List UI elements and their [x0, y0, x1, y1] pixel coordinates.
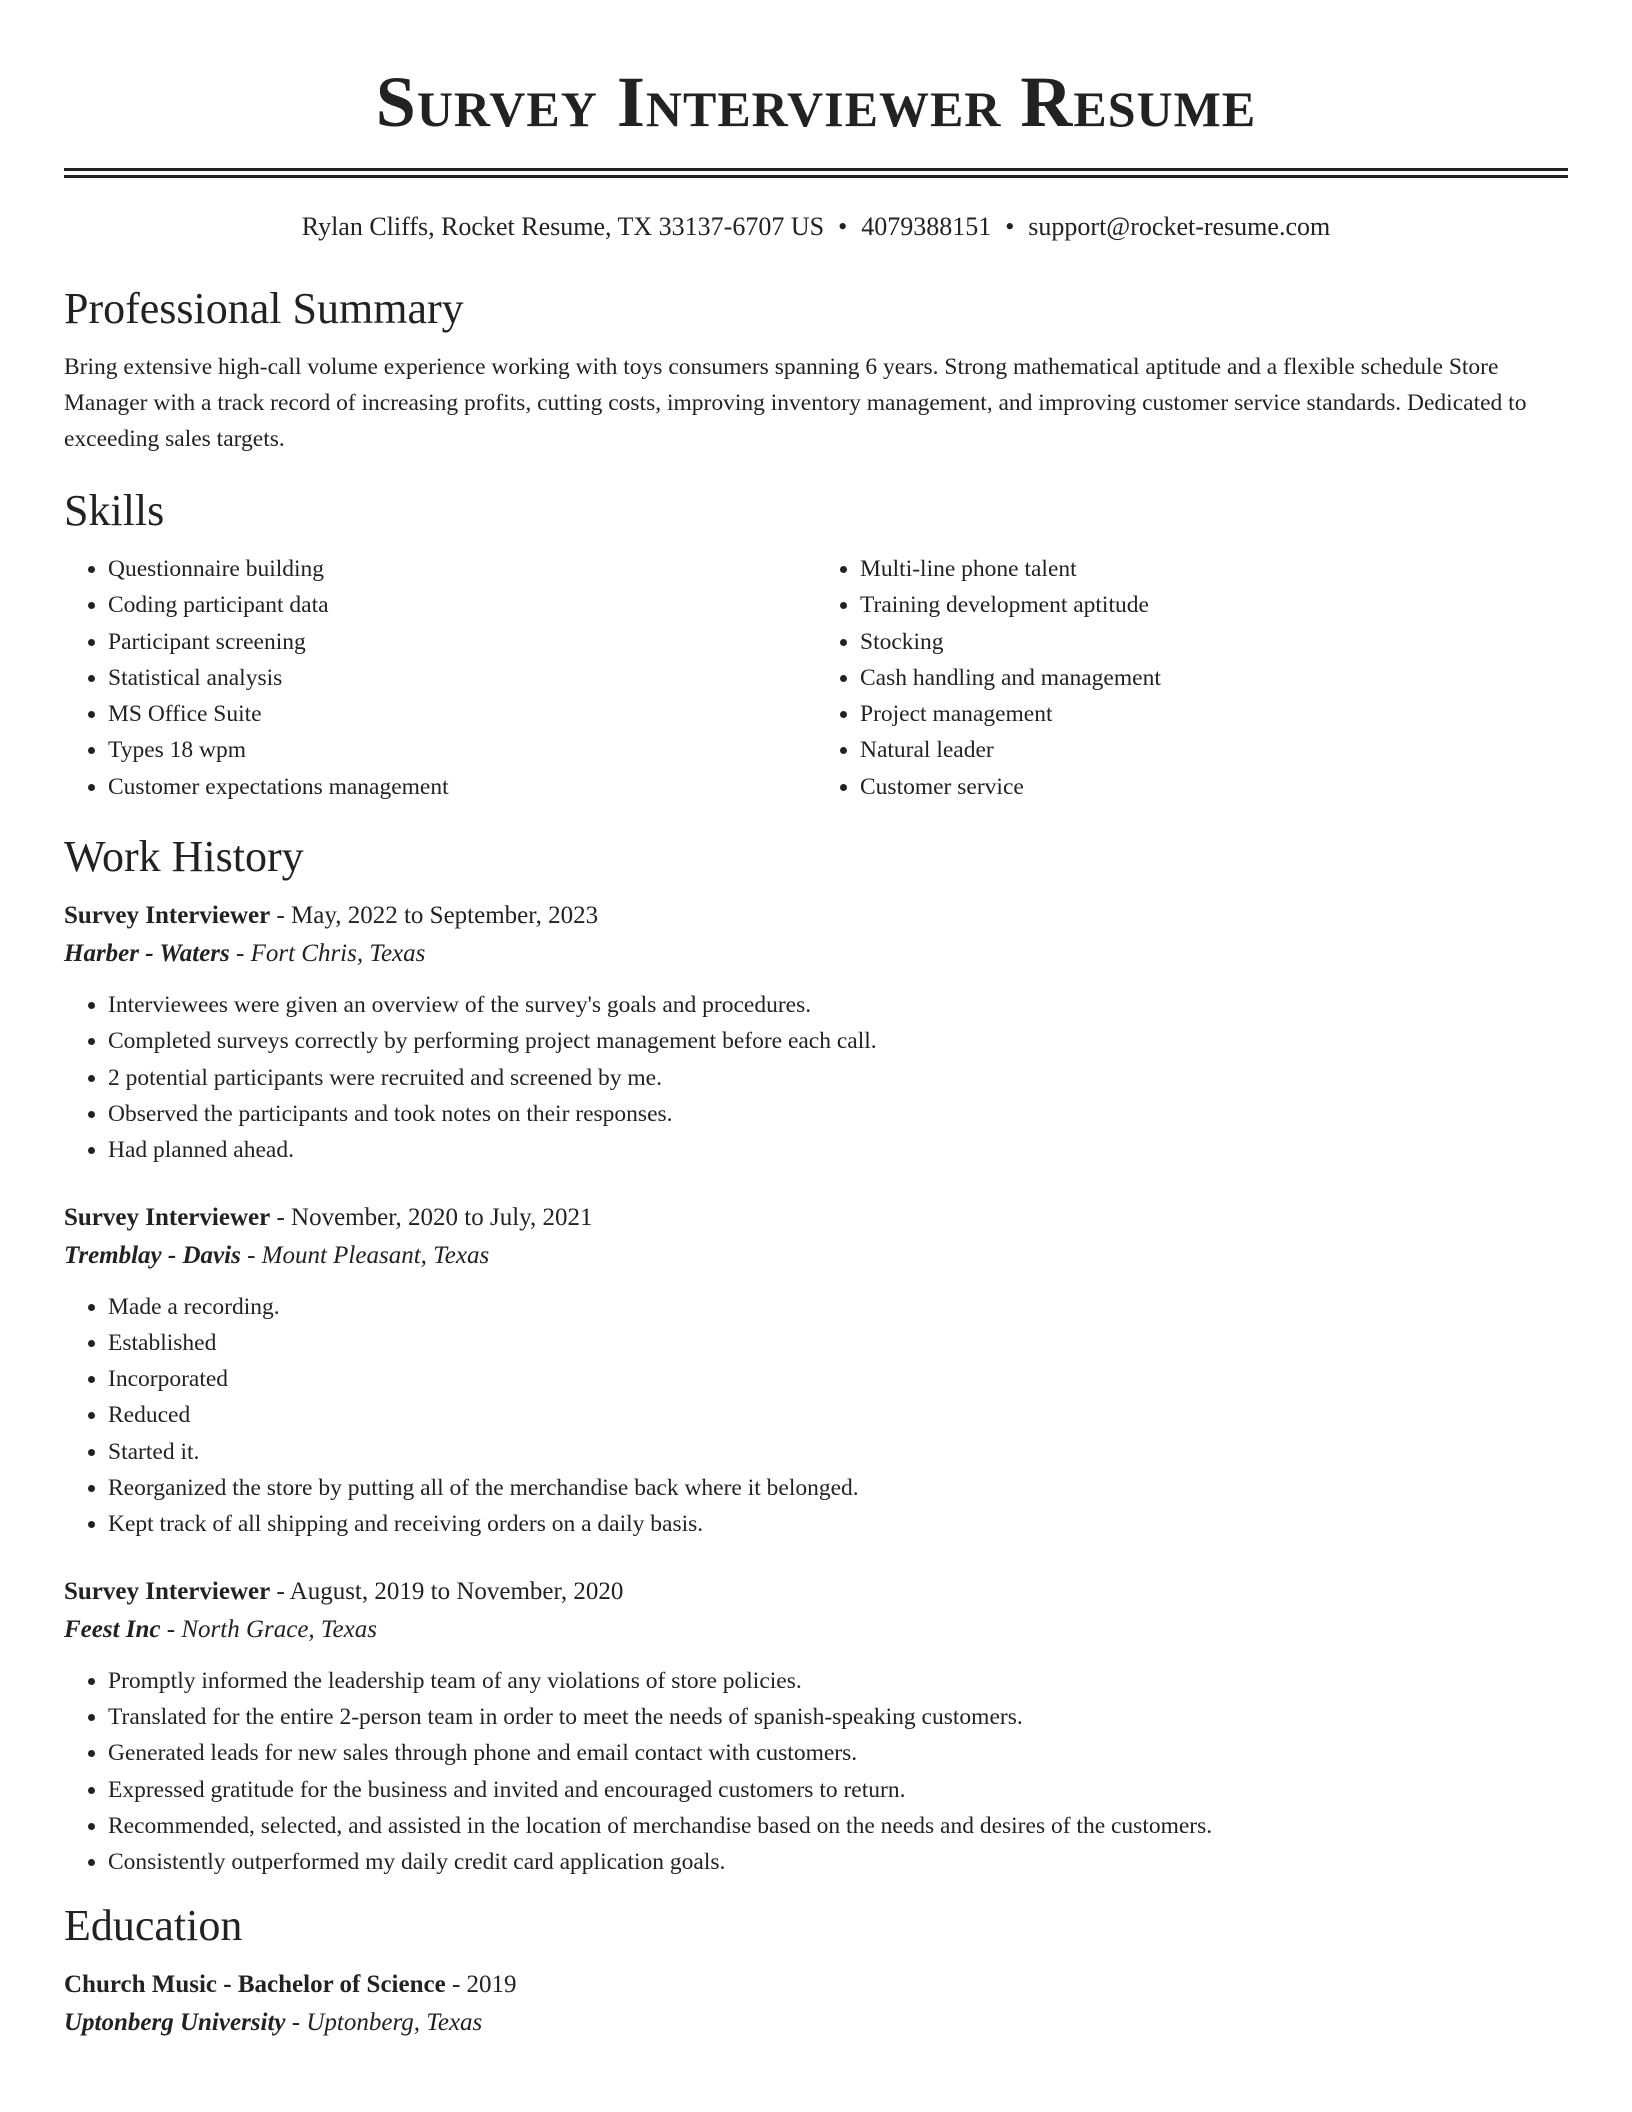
job-bullet: • Generated leads for new sales through phone and email contact with customers.	[108, 1735, 1568, 1771]
education-heading: Education	[64, 1901, 243, 1951]
job-bullet: • Established	[108, 1325, 1568, 1361]
skill-item: • Natural leader	[860, 732, 1568, 768]
skill-item: • Cash handling and management	[860, 660, 1568, 696]
education-year: - 2019	[445, 1971, 517, 1999]
contact-email: support@rocket-resume.com	[1028, 212, 1331, 241]
job-dates: - August, 2019 to November, 2020	[270, 1577, 624, 1605]
skill-item: • Customer expectations management	[108, 769, 816, 805]
contact-separator: •	[1005, 212, 1015, 241]
work-history-heading: Work History	[64, 832, 304, 882]
skill-item: • Participant screening	[108, 624, 816, 660]
title-divider	[64, 168, 1568, 178]
skill-item: • Project management	[860, 696, 1568, 732]
skills-list-left	[64, 551, 816, 805]
resume-title: Survey Interviewer Resume	[375, 62, 1257, 142]
skills-heading: Skills	[64, 486, 165, 535]
contact-line	[64, 211, 1568, 243]
skill-item: • Stocking	[860, 624, 1568, 660]
job-company-line	[64, 1611, 1568, 1649]
job-location: - North Grace, Texas	[160, 1615, 377, 1643]
contact-phone: 4079388151	[861, 212, 992, 241]
job-entry	[64, 1573, 1568, 1881]
job-location: - Mount Pleasant, Texas	[240, 1241, 490, 1269]
education-degree: Church Music - Bachelor of Science	[64, 1971, 446, 1999]
job-dates: - November, 2020 to July, 2021	[270, 1203, 593, 1231]
job-bullet: • Kept track of all shipping and receiving orders on a daily basis.	[108, 1506, 1568, 1542]
job-company-line	[64, 935, 1568, 973]
job-bullet: • Completed surveys correctly by performing project management before each call.	[108, 1023, 1568, 1059]
job-title: Survey Interviewer	[64, 1203, 271, 1231]
job-company: Harber - Waters	[64, 940, 230, 968]
job-bullets	[64, 1663, 1568, 1881]
job-bullet: • Consistently outperformed my daily credit card application goals.	[108, 1844, 1568, 1880]
job-bullet: • Made a recording.	[108, 1289, 1568, 1325]
job-bullet: • Observed the participants and took notes on their responses.	[108, 1096, 1568, 1132]
skills-columns	[64, 551, 1568, 805]
job-bullet: • Reduced	[108, 1397, 1568, 1433]
summary-text: Bring extensive high-call volume experience working with toys consumers spanning 6 years. Strong mathematical aptitude and a flexible schedule Store Manager with a track record of increasing profits, cutting costs, improving inventory management, and improving customer service standards. Dedicated to exceeding sales targets.	[64, 354, 1527, 452]
job-bullets	[64, 1289, 1568, 1543]
education-location: - Uptonberg, Texas	[285, 2009, 483, 2037]
job-location: - Fort Chris, Texas	[229, 940, 426, 968]
skills-list-right	[816, 551, 1568, 805]
job-bullet: • Incorporated	[108, 1361, 1568, 1397]
job-bullet: • Reorganized the store by putting all of the merchandise back where it belonged.	[108, 1470, 1568, 1506]
skill-item: • Training development aptitude	[860, 587, 1568, 623]
job-entry	[64, 1199, 1568, 1543]
skill-item: • Statistical analysis	[108, 660, 816, 696]
job-header	[64, 1573, 1568, 1611]
job-bullet: • Had planned ahead.	[108, 1132, 1568, 1168]
contact-address: Rylan Cliffs, Rocket Resume, TX 33137-6707 US	[301, 212, 825, 241]
job-bullet: • Recommended, selected, and assisted in the location of merchandise based on the needs and desires of the customers.	[108, 1808, 1568, 1844]
skill-item: • Questionnaire building	[108, 551, 816, 587]
job-bullet: • 2 potential participants were recruited and screened by me.	[108, 1060, 1568, 1096]
job-entry	[64, 897, 1568, 1168]
job-company-line	[64, 1237, 1568, 1275]
job-company: Feest Inc	[64, 1615, 161, 1643]
summary-heading: Professional Summary	[64, 284, 464, 333]
job-bullet: • Promptly informed the leadership team of any violations of store policies.	[108, 1663, 1568, 1699]
education-school-line	[64, 2004, 1568, 2042]
job-title: Survey Interviewer	[64, 902, 271, 930]
education-school: Uptonberg University	[64, 2009, 286, 2037]
job-bullet: • Translated for the entire 2-person team in order to meet the needs of spanish-speaking customers.	[108, 1699, 1568, 1735]
job-bullet: • Interviewees were given an overview of the survey's goals and procedures.	[108, 987, 1568, 1023]
skill-item: • Multi-line phone talent	[860, 551, 1568, 587]
job-bullet: • Expressed gratitude for the business and invited and encouraged customers to return.	[108, 1772, 1568, 1808]
skill-item: • Types 18 wpm	[108, 732, 816, 768]
job-company: Tremblay - Davis	[64, 1241, 241, 1269]
skill-item: • Customer service	[860, 769, 1568, 805]
skill-item: • Coding participant data	[108, 587, 816, 623]
education-degree-line	[64, 1966, 1568, 2004]
job-header	[64, 1199, 1568, 1237]
job-title: Survey Interviewer	[64, 1577, 271, 1605]
skill-item: • MS Office Suite	[108, 696, 816, 732]
contact-separator: •	[838, 212, 848, 241]
job-bullets	[64, 987, 1568, 1168]
job-bullet: • Started it.	[108, 1434, 1568, 1470]
job-dates: - May, 2022 to September, 2023	[270, 902, 599, 930]
job-header	[64, 897, 1568, 935]
